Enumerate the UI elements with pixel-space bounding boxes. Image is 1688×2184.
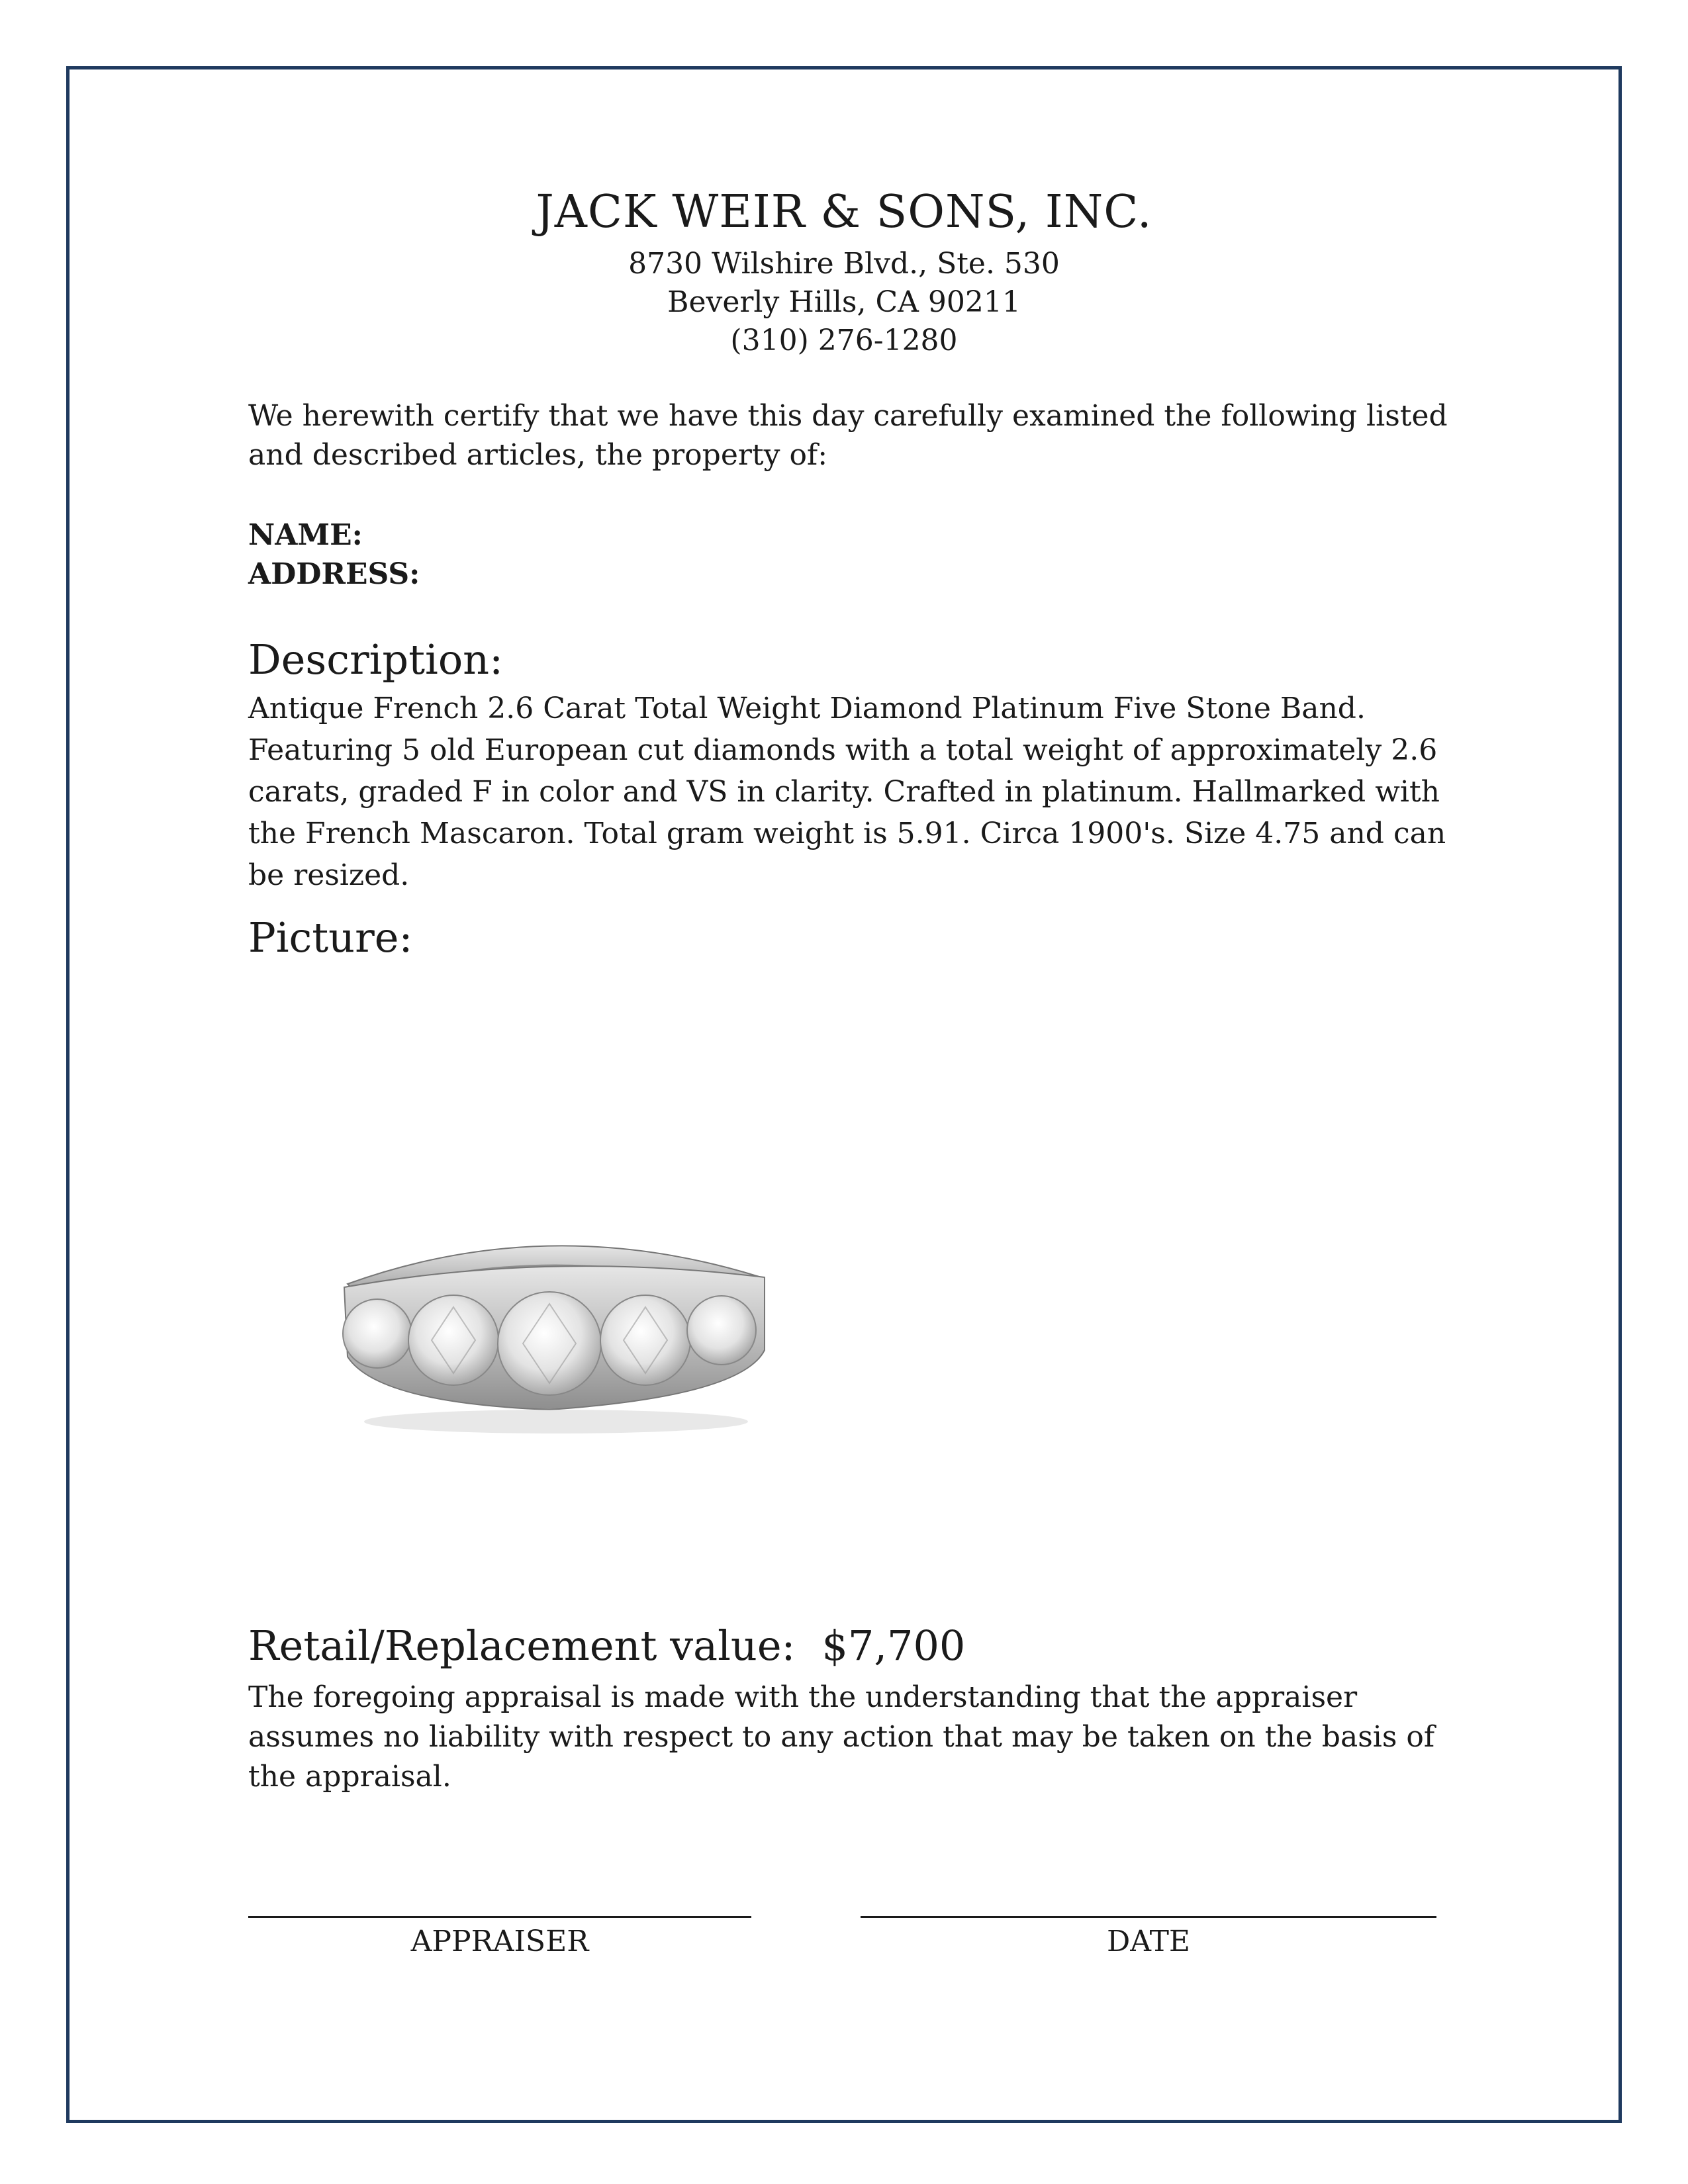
picture-heading: Picture: xyxy=(248,913,413,962)
diamond-ring-icon xyxy=(331,1211,794,1449)
date-signature-line xyxy=(861,1916,1436,1958)
description-text: Antique French 2.6 Carat Total Weight Diamond Platinum Five Stone Band. Featuring 5 old European cut diamonds with a total weight of approximately 2.6 carats, graded F in color and VS in clarity. Crafted in platinum. Hallmarked with the French Mascaron. Total gram weight is 5.91. Circa 1900's. Size 4.75 and can be resized. xyxy=(248,692,1446,892)
company-phone: (310) 276-1280 xyxy=(730,323,958,357)
company-name: JACK WEIR & SONS, INC. xyxy=(536,186,1152,238)
value-amount: $7,700 xyxy=(821,1621,966,1670)
value-label: Retail/Replacement value: xyxy=(248,1621,796,1670)
page-border xyxy=(66,66,1622,2123)
appraiser-signature-line xyxy=(248,1916,751,1958)
description-heading: Description: xyxy=(248,635,503,684)
company-street: 8730 Wilshire Blvd., Ste. 530 xyxy=(628,246,1060,281)
appraiser-label: APPRAISER xyxy=(410,1925,589,1958)
date-label: DATE xyxy=(1106,1925,1191,1958)
letterhead xyxy=(0,185,1688,360)
name-label: NAME: xyxy=(248,518,363,552)
value-row xyxy=(248,1621,1460,1670)
owner-block xyxy=(248,516,1460,594)
ring-photo xyxy=(331,1211,794,1449)
company-city: Beverly Hills, CA 90211 xyxy=(667,285,1021,319)
address-label: ADDRESS: xyxy=(248,557,420,591)
disclaimer-text: The foregoing appraisal is made with the understanding that the appraiser assumes no liability with respect to any action that may be taken on the basis of the appraisal. xyxy=(248,1680,1435,1794)
certification-text: We herewith certify that we have this day carefully examined the following listed and described articles, the property of: xyxy=(248,399,1448,472)
